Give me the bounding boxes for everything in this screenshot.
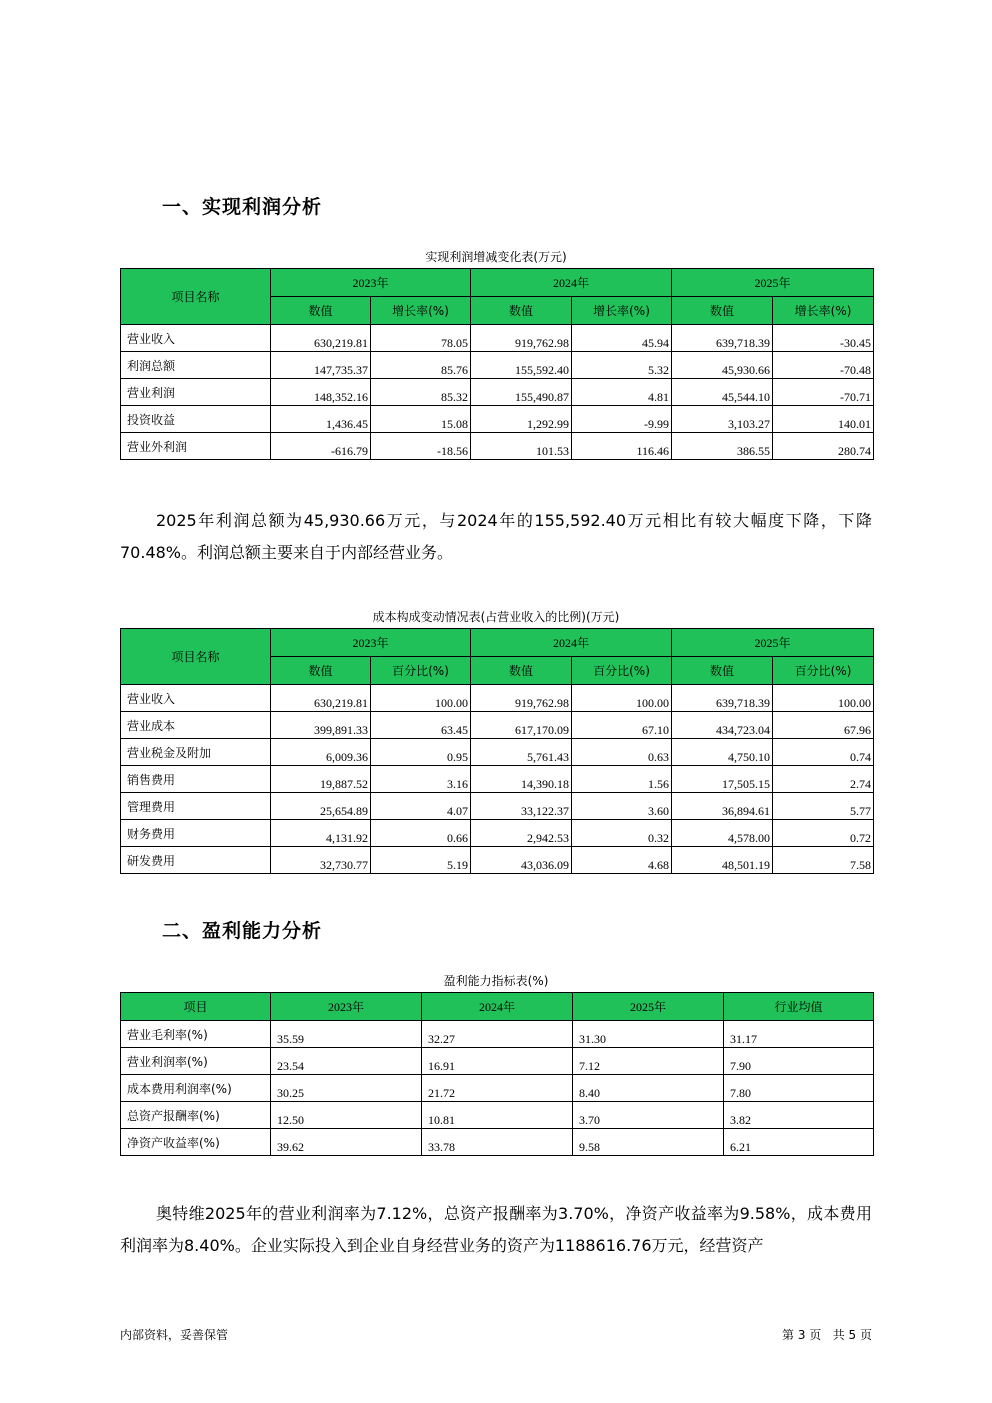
table-cell: 17,505.15 xyxy=(672,766,773,793)
table-cell: 78.05 xyxy=(371,325,471,352)
row-label: 净资产收益率(%) xyxy=(121,1129,271,1156)
table-cell: 280.74 xyxy=(773,433,874,460)
table-cell: 386.55 xyxy=(672,433,773,460)
header-value: 数值 xyxy=(271,297,371,325)
header-value: 数值 xyxy=(672,297,773,325)
table-cell: 5.77 xyxy=(773,793,874,820)
table-cell: 0.66 xyxy=(371,820,471,847)
table-cell: 33,122.37 xyxy=(471,793,572,820)
row-label: 营业利润率(%) xyxy=(121,1048,271,1075)
table-cell: 2,942.53 xyxy=(471,820,572,847)
row-label: 研发费用 xyxy=(121,847,271,874)
table-cell: -70.71 xyxy=(773,379,874,406)
table-cell: 4.81 xyxy=(572,379,672,406)
table-cell: 4,578.00 xyxy=(672,820,773,847)
table-cell: 147,735.37 xyxy=(271,352,371,379)
table-cell: 12.50 xyxy=(271,1102,422,1129)
table-cell: 39.62 xyxy=(271,1129,422,1156)
cost-structure-table xyxy=(120,628,874,874)
table-cell: 7.58 xyxy=(773,847,874,874)
table-cell: -9.99 xyxy=(572,406,672,433)
header-percent: 百分比(%) xyxy=(371,657,471,685)
table-cell: 31.30 xyxy=(573,1021,724,1048)
table-cell: 639,718.39 xyxy=(672,325,773,352)
profitability-rows xyxy=(121,1021,874,1156)
cost-structure-rows xyxy=(121,685,874,874)
header-value: 数值 xyxy=(672,657,773,685)
header-year-2025: 2025年 xyxy=(672,629,874,657)
table-cell: 2.74 xyxy=(773,766,874,793)
row-label: 营业外利润 xyxy=(121,433,271,460)
table-row xyxy=(121,793,874,820)
header-year-2023: 2023年 xyxy=(271,629,471,657)
table-cell: 31.17 xyxy=(724,1021,874,1048)
table-cell: 919,762.98 xyxy=(471,685,572,712)
table-cell: 100.00 xyxy=(773,685,874,712)
table-cell: 116.46 xyxy=(572,433,672,460)
table-cell: 0.32 xyxy=(572,820,672,847)
table-row xyxy=(121,325,874,352)
table-cell: 919,762.98 xyxy=(471,325,572,352)
table-cell: 63.45 xyxy=(371,712,471,739)
table-cell: 5,761.43 xyxy=(471,739,572,766)
table-row xyxy=(121,1021,874,1048)
table-cell: 32.27 xyxy=(422,1021,573,1048)
header-percent: 百分比(%) xyxy=(773,657,874,685)
table-cell: 10.81 xyxy=(422,1102,573,1129)
row-label: 销售费用 xyxy=(121,766,271,793)
table-row xyxy=(121,820,874,847)
table-row xyxy=(121,685,874,712)
row-label: 管理费用 xyxy=(121,793,271,820)
profitability-summary-paragraph: 奥特维2025年的营业利润率为7.12%，总资产报酬率为3.70%，净资产收益率为9.58%，成本费用利润率为8.40%。企业实际投入到企业自身经营业务的资产为1188616.76万元，经营资产 xyxy=(120,1204,872,1255)
header-growth-rate: 增长率(%) xyxy=(572,297,672,325)
table-cell: 8.40 xyxy=(573,1075,724,1102)
table-cell: 48,501.19 xyxy=(672,847,773,874)
row-label: 营业税金及附加 xyxy=(121,739,271,766)
header-year-2025: 2025年 xyxy=(573,993,724,1021)
table-cell: 0.72 xyxy=(773,820,874,847)
header-year-2023: 2023年 xyxy=(271,993,422,1021)
table-row xyxy=(121,379,874,406)
table-cell: -616.79 xyxy=(271,433,371,460)
table-cell: 19,887.52 xyxy=(271,766,371,793)
table-cell: 639,718.39 xyxy=(672,685,773,712)
table-cell: 6.21 xyxy=(724,1129,874,1156)
header-year-2024: 2024年 xyxy=(471,629,672,657)
table-cell: 4,131.92 xyxy=(271,820,371,847)
table-cell: 36,894.61 xyxy=(672,793,773,820)
table-cell: 434,723.04 xyxy=(672,712,773,739)
row-label: 财务费用 xyxy=(121,820,271,847)
table-cell: 1.56 xyxy=(572,766,672,793)
table-cell: 32,730.77 xyxy=(271,847,371,874)
table-caption-profit-change: 实现利润增减变化表(万元) xyxy=(425,250,567,264)
row-label: 投资收益 xyxy=(121,406,271,433)
row-label: 成本费用利润率(%) xyxy=(121,1075,271,1102)
table-cell: 100.00 xyxy=(371,685,471,712)
table-row xyxy=(121,766,874,793)
table-cell: 148,352.16 xyxy=(271,379,371,406)
header-item: 项目 xyxy=(121,993,271,1021)
row-label: 营业收入 xyxy=(121,325,271,352)
table-cell: 5.19 xyxy=(371,847,471,874)
header-year-2024: 2024年 xyxy=(422,993,573,1021)
table-cell: 45,544.10 xyxy=(672,379,773,406)
header-value: 数值 xyxy=(471,297,572,325)
footer-confidential-note: 内部资料，妥善保管 xyxy=(120,1328,229,1342)
table-cell: 100.00 xyxy=(572,685,672,712)
row-label: 营业成本 xyxy=(121,712,271,739)
header-item-name: 项目名称 xyxy=(121,629,271,685)
table-cell: 67.10 xyxy=(572,712,672,739)
profit-change-table xyxy=(120,268,874,460)
table-cell: 617,170.09 xyxy=(471,712,572,739)
header-year-2025: 2025年 xyxy=(672,269,874,297)
table-cell: 45,930.66 xyxy=(672,352,773,379)
table-cell: 7.12 xyxy=(573,1048,724,1075)
table-cell: 25,654.89 xyxy=(271,793,371,820)
header-year-2023: 2023年 xyxy=(271,269,471,297)
table-cell: 23.54 xyxy=(271,1048,422,1075)
table-cell: 7.90 xyxy=(724,1048,874,1075)
table-row xyxy=(121,352,874,379)
table-cell: 630,219.81 xyxy=(271,685,371,712)
row-label: 利润总额 xyxy=(121,352,271,379)
table-cell: 3.70 xyxy=(573,1102,724,1129)
table-cell: 45.94 xyxy=(572,325,672,352)
table-cell: 155,490.87 xyxy=(471,379,572,406)
table-cell: 67.96 xyxy=(773,712,874,739)
header-item-name: 项目名称 xyxy=(121,269,271,325)
header-percent: 百分比(%) xyxy=(572,657,672,685)
table-cell: -70.48 xyxy=(773,352,874,379)
row-label: 营业收入 xyxy=(121,685,271,712)
table-row xyxy=(121,712,874,739)
table-cell: 4,750.10 xyxy=(672,739,773,766)
table-cell: 4.07 xyxy=(371,793,471,820)
table-row xyxy=(121,1048,874,1075)
table-cell: 0.63 xyxy=(572,739,672,766)
profitability-table xyxy=(120,992,874,1156)
header-year-2024: 2024年 xyxy=(471,269,672,297)
table-cell: 1,436.45 xyxy=(271,406,371,433)
table-cell: 16.91 xyxy=(422,1048,573,1075)
table-cell: 15.08 xyxy=(371,406,471,433)
table-cell: 30.25 xyxy=(271,1075,422,1102)
table-cell: 7.80 xyxy=(724,1075,874,1102)
table-cell: 3.60 xyxy=(572,793,672,820)
table-cell: 85.32 xyxy=(371,379,471,406)
profit-summary-paragraph: 2025年利润总额为45,930.66万元，与2024年的155,592.40万元相比有较大幅度下降，下降70.48%。利润总额主要来自于内部经营业务。 xyxy=(120,511,872,562)
table-cell: 3.16 xyxy=(371,766,471,793)
table-cell: 3.82 xyxy=(724,1102,874,1129)
table-caption-cost-structure: 成本构成变动情况表(占营业收入的比例)(万元) xyxy=(372,610,620,624)
table-caption-profitability: 盈利能力指标表(%) xyxy=(443,974,549,988)
table-cell: 630,219.81 xyxy=(271,325,371,352)
row-label: 总资产报酬率(%) xyxy=(121,1102,271,1129)
table-row xyxy=(121,1075,874,1102)
table-cell: 6,009.36 xyxy=(271,739,371,766)
header-value: 数值 xyxy=(271,657,371,685)
table-row xyxy=(121,1129,874,1156)
row-label: 营业毛利率(%) xyxy=(121,1021,271,1048)
header-growth-rate: 增长率(%) xyxy=(371,297,471,325)
table-row xyxy=(121,739,874,766)
table-cell: 35.59 xyxy=(271,1021,422,1048)
footer-page-number: 第 3 页 共 5 页 xyxy=(782,1328,872,1342)
profit-change-rows xyxy=(121,325,874,460)
table-cell: 21.72 xyxy=(422,1075,573,1102)
section-title-profitability: 二、盈利能力分析 xyxy=(162,920,323,942)
header-growth-rate: 增长率(%) xyxy=(773,297,874,325)
table-cell: 43,036.09 xyxy=(471,847,572,874)
header-industry-average: 行业均值 xyxy=(724,993,874,1021)
table-cell: 155,592.40 xyxy=(471,352,572,379)
table-row xyxy=(121,847,874,874)
row-label: 营业利润 xyxy=(121,379,271,406)
table-cell: 399,891.33 xyxy=(271,712,371,739)
table-cell: 14,390.18 xyxy=(471,766,572,793)
table-cell: 0.74 xyxy=(773,739,874,766)
table-cell: 4.68 xyxy=(572,847,672,874)
table-cell: 33.78 xyxy=(422,1129,573,1156)
table-row xyxy=(121,1102,874,1129)
table-row xyxy=(121,406,874,433)
section-title-profit: 一、实现利润分析 xyxy=(162,196,323,218)
table-cell: 3,103.27 xyxy=(672,406,773,433)
table-cell: 9.58 xyxy=(573,1129,724,1156)
table-cell: -30.45 xyxy=(773,325,874,352)
header-value: 数值 xyxy=(471,657,572,685)
table-cell: 5.32 xyxy=(572,352,672,379)
table-cell: 0.95 xyxy=(371,739,471,766)
table-cell: 85.76 xyxy=(371,352,471,379)
table-cell: -18.56 xyxy=(371,433,471,460)
table-cell: 101.53 xyxy=(471,433,572,460)
table-cell: 140.01 xyxy=(773,406,874,433)
table-row xyxy=(121,433,874,460)
table-cell: 1,292.99 xyxy=(471,406,572,433)
